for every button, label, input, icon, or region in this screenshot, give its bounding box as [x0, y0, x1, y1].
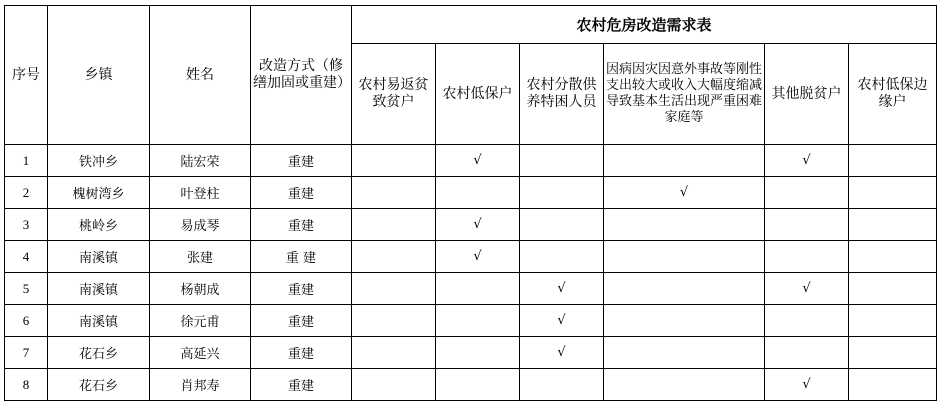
row-category-cell — [604, 337, 765, 369]
row-method-cell: 重建 — [251, 145, 352, 177]
row-method-cell: 重建 — [251, 273, 352, 305]
row-category-cell — [436, 305, 520, 337]
row-category-cell — [520, 305, 604, 337]
row-category-cell — [436, 369, 520, 401]
table-row — [5, 209, 937, 241]
row-category-cell — [520, 369, 604, 401]
housing-renovation-table — [4, 5, 937, 401]
check-mark: √ — [802, 377, 811, 392]
row-seq-cell: 4 — [5, 241, 48, 273]
row-seq-cell: 3 — [5, 209, 48, 241]
row-category-cell — [604, 273, 765, 305]
row-method-cell: 重建 — [251, 177, 352, 209]
row-seq-cell: 8 — [5, 369, 48, 401]
check-mark: √ — [557, 281, 566, 296]
row-name-cell: 徐元甫 — [150, 305, 251, 337]
row-category-cell — [765, 241, 849, 273]
check-mark: √ — [802, 281, 811, 296]
row-category-cell — [352, 145, 436, 177]
row-seq-cell: 6 — [5, 305, 48, 337]
row-category-cell — [436, 241, 520, 273]
table-row — [5, 369, 937, 401]
row-category-cell — [436, 273, 520, 305]
row-township-cell: 桃岭乡 — [48, 209, 150, 241]
row-category-cell — [765, 273, 849, 305]
header-category-low-income: 农村低保户 — [436, 44, 520, 145]
check-mark: √ — [557, 345, 566, 360]
check-mark: √ — [679, 185, 689, 200]
row-category-cell — [352, 241, 436, 273]
row-category-cell — [436, 145, 520, 177]
row-township-cell: 南溪镇 — [48, 241, 150, 273]
row-seq-cell: 1 — [5, 145, 48, 177]
row-category-cell — [765, 177, 849, 209]
check-mark: √ — [473, 217, 482, 232]
row-township-cell: 花石乡 — [48, 337, 150, 369]
row-category-cell — [436, 209, 520, 241]
table-row — [5, 337, 937, 369]
row-seq-cell: 7 — [5, 337, 48, 369]
row-township-cell: 槐树湾乡 — [48, 177, 150, 209]
header-category-other-poverty-relief: 其他脱贫户 — [765, 44, 849, 145]
row-category-cell — [849, 273, 937, 305]
row-name-cell: 张建 — [150, 241, 251, 273]
header-category-hardship: 因病因灾因意外事故等刚性支出较大或收入大幅度缩减导致基本生活出现严重困难家庭等 — [604, 44, 765, 145]
row-category-cell — [849, 241, 937, 273]
header-category-dispersed-support: 农村分散供养特困人员 — [520, 44, 604, 145]
header-category-easy-return-poverty: 农村易返贫致贫户 — [352, 44, 436, 145]
row-category-cell — [520, 337, 604, 369]
row-seq-cell: 2 — [5, 177, 48, 209]
row-method-cell: 重建 — [251, 369, 352, 401]
row-category-cell — [604, 241, 765, 273]
row-category-cell — [520, 241, 604, 273]
check-mark: √ — [802, 153, 811, 168]
header-method: 改造方式（修缮加固或重建） — [251, 6, 352, 145]
header-category-low-income-edge: 农村低保边缘户 — [849, 44, 937, 145]
row-category-cell — [352, 337, 436, 369]
row-name-cell: 陆宏荣 — [150, 145, 251, 177]
check-mark: √ — [473, 249, 482, 264]
table-row — [5, 177, 937, 209]
header-township: 乡镇 — [48, 6, 150, 145]
row-category-cell — [604, 177, 765, 209]
row-category-cell — [849, 337, 937, 369]
row-category-cell — [436, 177, 520, 209]
row-name-cell: 叶登柱 — [150, 177, 251, 209]
header-seq: 序号 — [5, 6, 48, 145]
row-category-cell — [765, 369, 849, 401]
row-method-cell: 重建 — [251, 305, 352, 337]
row-category-cell — [849, 305, 937, 337]
row-township-cell: 铁冲乡 — [48, 145, 150, 177]
row-seq-cell: 5 — [5, 273, 48, 305]
row-category-cell — [520, 273, 604, 305]
row-category-cell — [520, 177, 604, 209]
row-category-cell — [765, 209, 849, 241]
row-category-cell — [352, 273, 436, 305]
table-row — [5, 305, 937, 337]
table-title: 农村危房改造需求表 — [352, 6, 937, 44]
row-category-cell — [604, 145, 765, 177]
row-method-cell: 重 建 — [251, 241, 352, 273]
row-category-cell — [520, 145, 604, 177]
row-category-cell — [352, 369, 436, 401]
header-name: 姓名 — [150, 6, 251, 145]
row-category-cell — [849, 369, 937, 401]
row-category-cell — [436, 337, 520, 369]
table-body — [5, 145, 937, 401]
row-township-cell: 南溪镇 — [48, 273, 150, 305]
table-row — [5, 145, 937, 177]
row-method-cell: 重建 — [251, 337, 352, 369]
row-category-cell — [520, 209, 604, 241]
row-category-cell — [604, 209, 765, 241]
row-method-cell: 重建 — [251, 209, 352, 241]
check-mark: √ — [557, 313, 566, 328]
row-name-cell: 易成琴 — [150, 209, 251, 241]
row-category-cell — [849, 209, 937, 241]
row-township-cell: 南溪镇 — [48, 305, 150, 337]
row-category-cell — [352, 209, 436, 241]
row-category-cell — [604, 369, 765, 401]
row-name-cell: 高延兴 — [150, 337, 251, 369]
row-category-cell — [765, 305, 849, 337]
row-township-cell: 花石乡 — [48, 369, 150, 401]
table-row — [5, 273, 937, 305]
row-name-cell: 杨朝成 — [150, 273, 251, 305]
row-category-cell — [352, 305, 436, 337]
row-category-cell — [849, 145, 937, 177]
check-mark: √ — [473, 153, 482, 168]
row-name-cell: 肖邦寿 — [150, 369, 251, 401]
row-category-cell — [352, 177, 436, 209]
row-category-cell — [765, 337, 849, 369]
table-row — [5, 241, 937, 273]
row-category-cell — [849, 177, 937, 209]
row-category-cell — [765, 145, 849, 177]
row-category-cell — [604, 305, 765, 337]
